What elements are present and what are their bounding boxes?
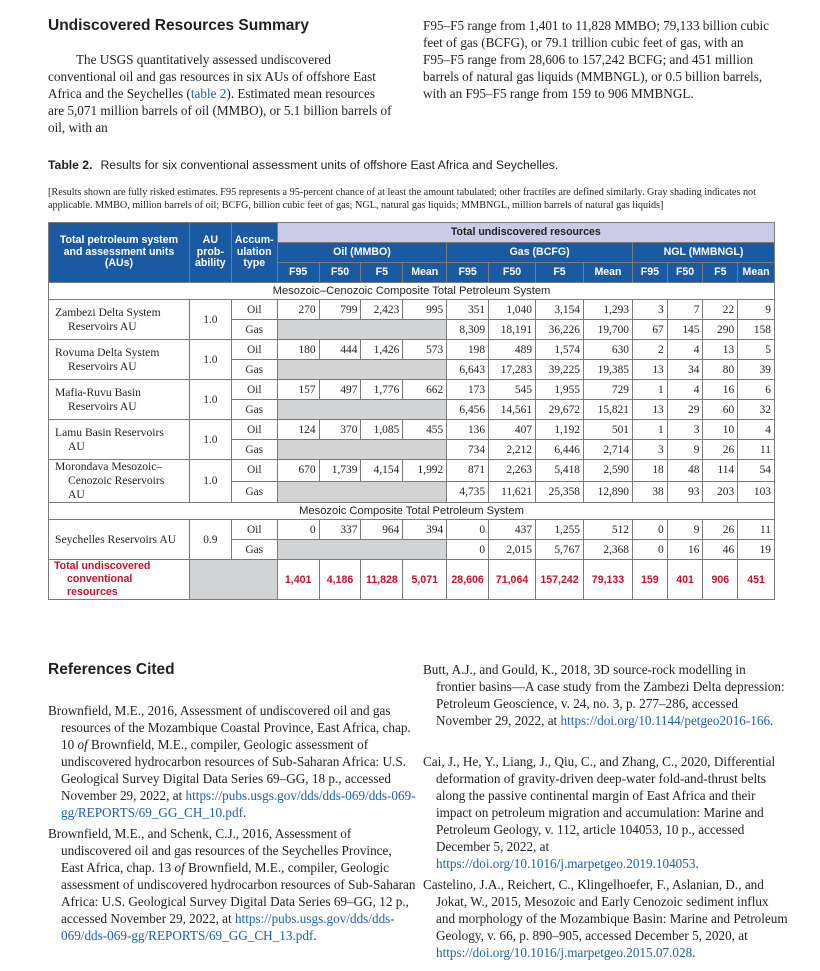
accumulation-type: Gas bbox=[231, 481, 277, 503]
au-name bbox=[49, 300, 190, 340]
total-row bbox=[49, 560, 775, 600]
not-applicable-cell bbox=[277, 440, 446, 460]
gas-value: 2,212 bbox=[489, 440, 536, 460]
ngl-value: 9 bbox=[667, 440, 703, 460]
accumulation-type: Gas bbox=[231, 440, 277, 460]
gas-value: 6,446 bbox=[536, 440, 584, 460]
results-table bbox=[48, 222, 775, 600]
gas-value: 4,735 bbox=[447, 481, 489, 503]
ngl-value: 3 bbox=[667, 420, 703, 440]
table-note: [Results shown are fully risked estimates. F95 represents a 95-percent chance of at least the amount tabulated; other fractiles are defined similarly. Gray shading indicates not applicable. MMBO, million barrels of oil; BCFG, billion cubic feet of gas; NGL, natural gas liquids; MMBNGL, million barrels of natural gas liquids] bbox=[48, 187, 756, 211]
ngl-value: 4 bbox=[667, 380, 703, 400]
header-f5: F5 bbox=[703, 263, 738, 283]
gas-value: 14,561 bbox=[489, 400, 536, 420]
ngl-value: 158 bbox=[738, 320, 775, 340]
ngl-value: 13 bbox=[633, 400, 668, 420]
header-total-resources: Total undiscovered resources bbox=[277, 223, 774, 243]
ngl-value: 11 bbox=[738, 520, 775, 540]
tps-name: Mesozoic–Cenozoic Composite Total Petroleum System bbox=[49, 283, 775, 300]
ngl-value: 80 bbox=[703, 360, 738, 380]
oil-value: 995 bbox=[403, 300, 447, 320]
reference-text: . bbox=[313, 928, 317, 943]
accumulation-type: Oil bbox=[231, 520, 277, 540]
gas-value: 198 bbox=[447, 340, 489, 360]
oil-value: 124 bbox=[277, 420, 319, 440]
header-mean: Mean bbox=[738, 263, 775, 283]
au-name bbox=[49, 340, 190, 380]
gas-value: 25,358 bbox=[536, 481, 584, 503]
ngl-value: 6 bbox=[738, 380, 775, 400]
ngl-value: 0 bbox=[633, 520, 668, 540]
reference-text: . bbox=[243, 805, 247, 820]
oil-value: 573 bbox=[403, 340, 447, 360]
gas-value: 17,283 bbox=[489, 360, 536, 380]
ngl-value: 16 bbox=[667, 540, 703, 560]
au-name bbox=[49, 520, 190, 560]
ngl-value: 0 bbox=[633, 540, 668, 560]
header-f95: F95 bbox=[633, 263, 668, 283]
not-applicable-cell bbox=[277, 540, 446, 560]
not-applicable-cell bbox=[189, 560, 277, 600]
accumulation-type: Gas bbox=[231, 400, 277, 420]
summary-heading: Undiscovered Resources Summary bbox=[48, 17, 310, 34]
ngl-value: 9 bbox=[738, 300, 775, 320]
not-applicable-cell bbox=[277, 400, 446, 420]
gas-value: 1,574 bbox=[536, 340, 584, 360]
table-2-link[interactable]: table 2 bbox=[190, 86, 227, 101]
oil-value: 1,992 bbox=[403, 460, 447, 482]
accumulation-type: Gas bbox=[231, 540, 277, 560]
header-mean: Mean bbox=[403, 263, 447, 283]
au-probability: 1.0 bbox=[189, 420, 231, 460]
gas-value: 173 bbox=[447, 380, 489, 400]
ngl-value: 10 bbox=[703, 420, 738, 440]
header-oil: Oil (MMBO) bbox=[277, 243, 446, 263]
total-label-line: Total undiscovered bbox=[54, 560, 151, 572]
accumulation-type: Oil bbox=[231, 420, 277, 440]
ngl-value: 13 bbox=[633, 360, 668, 380]
tps-row bbox=[49, 283, 775, 300]
not-applicable-cell bbox=[277, 320, 446, 340]
gas-value: 0 bbox=[447, 520, 489, 540]
header-accumulation-type: Accum-ulation type bbox=[231, 223, 277, 283]
header-f50: F50 bbox=[319, 263, 361, 283]
ngl-value: 11 bbox=[738, 440, 775, 460]
oil-value: 0 bbox=[277, 520, 319, 540]
reference-item bbox=[423, 753, 788, 872]
oil-value: 444 bbox=[319, 340, 361, 360]
gas-value: 29,672 bbox=[536, 400, 584, 420]
gas-value: 734 bbox=[447, 440, 489, 460]
reference-link[interactable]: https://doi.org/10.1016/j.marpetgeo.2019.104053 bbox=[436, 856, 696, 871]
gas-value: 1,040 bbox=[489, 300, 536, 320]
au-probability: 1.0 bbox=[189, 380, 231, 420]
gas-value: 15,821 bbox=[584, 400, 633, 420]
oil-value: 394 bbox=[403, 520, 447, 540]
oil-value: 4,154 bbox=[361, 460, 403, 482]
ngl-value: 2 bbox=[633, 340, 668, 360]
reference-link[interactable]: https://doi.org/10.1016/j.marpetgeo.2015.07.028 bbox=[436, 945, 693, 960]
gas-value: 2,714 bbox=[584, 440, 633, 460]
total-value: 157,242 bbox=[536, 560, 584, 600]
au-name-line: AU bbox=[68, 488, 85, 501]
gas-value: 2,590 bbox=[584, 460, 633, 482]
reference-text: Brownfield, M.E., compiler, Geologic assessment of undiscovered hydrocarbon resources of Sub-Saharan Africa: U.S. Geological Survey Digital Data Series 69–GG, 12 p., accessed November 29, 2022, at bbox=[61, 860, 416, 926]
gas-value: 136 bbox=[447, 420, 489, 440]
gas-value: 19,385 bbox=[584, 360, 633, 380]
table-row bbox=[49, 520, 775, 540]
reference-item bbox=[423, 876, 788, 961]
gas-value: 501 bbox=[584, 420, 633, 440]
table-row bbox=[49, 300, 775, 320]
ngl-value: 54 bbox=[738, 460, 775, 482]
oil-value: 497 bbox=[319, 380, 361, 400]
au-probability: 1.0 bbox=[189, 300, 231, 340]
ngl-value: 4 bbox=[738, 420, 775, 440]
reference-text: Castelino, J.A., Reichert, C., Klingelhoefer, F., Aslanian, D., and Jokat, W., 2015, Mesozoic and Early Cenozoic sediment influx and morphology of the Mozambique Basin: Marine and Petroleum Geology, v. 66, p. 890–905, accessed December 5, 2020, at bbox=[423, 877, 788, 943]
gas-value: 8,309 bbox=[447, 320, 489, 340]
reference-italic: of bbox=[174, 860, 185, 875]
reference-text: Brownfield, M.E., compiler, Geologic assessment of undiscovered hydrocarbon resources of Sub-Saharan Africa: U.S. Geological Survey Digital Data Series 69–GG, 18 p., accessed November 29, 2022, at bbox=[61, 737, 406, 803]
accumulation-type: Gas bbox=[231, 360, 277, 380]
au-probability: 0.9 bbox=[189, 520, 231, 560]
gas-value: 5,418 bbox=[536, 460, 584, 482]
reference-italic: of bbox=[77, 737, 88, 752]
reference-text: . bbox=[695, 856, 699, 871]
summary-text: The USGS quantitatively assessed undiscovered conventional oil and gas resources in six AUs of offshore East Africa and the Seychelles ( bbox=[48, 52, 376, 101]
total-label bbox=[49, 560, 190, 600]
oil-value: 964 bbox=[361, 520, 403, 540]
ngl-value: 3 bbox=[633, 300, 668, 320]
gas-value: 871 bbox=[447, 460, 489, 482]
ngl-value: 1 bbox=[633, 380, 668, 400]
gas-value: 11,621 bbox=[489, 481, 536, 503]
au-name-line: Reservoirs AU bbox=[68, 399, 137, 413]
gas-value: 3,154 bbox=[536, 300, 584, 320]
gas-value: 18,191 bbox=[489, 320, 536, 340]
ngl-value: 22 bbox=[703, 300, 738, 320]
summary-text: ). Estimated mean resources are 5,071 million barrels of oil (MMBO), or 5.1 billion barrels of oil, with an bbox=[48, 86, 392, 135]
au-probability: 1.0 bbox=[189, 340, 231, 380]
au-name-line: Reservoirs AU bbox=[68, 319, 137, 333]
au-name-line: Lamu Basin Reservoirs bbox=[55, 425, 164, 439]
gas-value: 36,226 bbox=[536, 320, 584, 340]
au-name-line: Morondava Mesozoic– bbox=[55, 460, 163, 473]
gas-value: 1,293 bbox=[584, 300, 633, 320]
ngl-value: 34 bbox=[667, 360, 703, 380]
header-f95: F95 bbox=[447, 263, 489, 283]
gas-value: 630 bbox=[584, 340, 633, 360]
ngl-value: 29 bbox=[667, 400, 703, 420]
ngl-value: 290 bbox=[703, 320, 738, 340]
ngl-value: 114 bbox=[703, 460, 738, 482]
gas-value: 489 bbox=[489, 340, 536, 360]
total-value: 79,133 bbox=[584, 560, 633, 600]
not-applicable-cell bbox=[277, 360, 446, 380]
gas-value: 6,456 bbox=[447, 400, 489, 420]
au-name-line: Rovuma Delta System bbox=[55, 345, 160, 359]
gas-value: 545 bbox=[489, 380, 536, 400]
reference-text: Brownfield, M.E., and Schenk, C.J., 2016, Assessment of undiscovered oil and gas resources of the Seychelles Province, East Africa, chap. 13 bbox=[48, 826, 392, 875]
au-probability: 1.0 bbox=[189, 460, 231, 503]
gas-value: 1,955 bbox=[536, 380, 584, 400]
au-name-line: Cenozoic Reservoirs bbox=[68, 474, 165, 487]
accumulation-type: Oil bbox=[231, 460, 277, 482]
accumulation-type: Oil bbox=[231, 380, 277, 400]
au-name-line: Mafia-Ruvu Basin bbox=[55, 385, 141, 399]
au-name bbox=[49, 420, 190, 460]
oil-value: 337 bbox=[319, 520, 361, 540]
tps-name: Mesozoic Composite Total Petroleum System bbox=[49, 503, 775, 520]
ngl-value: 103 bbox=[738, 481, 775, 503]
gas-value: 407 bbox=[489, 420, 536, 440]
au-name-line: Reservoirs AU bbox=[68, 359, 137, 373]
au-name-line: Zambezi Delta System bbox=[55, 305, 161, 319]
ngl-value: 7 bbox=[667, 300, 703, 320]
ngl-value: 203 bbox=[703, 481, 738, 503]
summary-paragraph-left bbox=[48, 51, 393, 136]
oil-value: 180 bbox=[277, 340, 319, 360]
ngl-value: 3 bbox=[633, 440, 668, 460]
reference-text: . bbox=[770, 713, 774, 728]
ngl-value: 48 bbox=[667, 460, 703, 482]
ngl-value: 67 bbox=[633, 320, 668, 340]
reference-link[interactable]: https://doi.org/10.1144/petgeo2016-166 bbox=[560, 713, 771, 728]
accumulation-type: Gas bbox=[231, 320, 277, 340]
table-label: Table 2. bbox=[48, 158, 93, 172]
total-value: 451 bbox=[738, 560, 775, 600]
total-value: 401 bbox=[667, 560, 703, 600]
reference-item bbox=[423, 661, 788, 729]
total-value: 71,064 bbox=[489, 560, 536, 600]
gas-value: 729 bbox=[584, 380, 633, 400]
oil-value: 1,739 bbox=[319, 460, 361, 482]
table-row bbox=[49, 420, 775, 440]
gas-value: 437 bbox=[489, 520, 536, 540]
ngl-value: 46 bbox=[703, 540, 738, 560]
oil-value: 670 bbox=[277, 460, 319, 482]
ngl-value: 19 bbox=[738, 540, 775, 560]
header-ngl: NGL (MMBNGL) bbox=[633, 243, 775, 263]
references-heading: References Cited bbox=[48, 661, 175, 678]
total-value: 28,606 bbox=[447, 560, 489, 600]
total-value: 11,828 bbox=[361, 560, 403, 600]
table-row bbox=[49, 380, 775, 400]
oil-value: 370 bbox=[319, 420, 361, 440]
oil-value: 662 bbox=[403, 380, 447, 400]
au-name bbox=[49, 460, 190, 503]
gas-value: 2,263 bbox=[489, 460, 536, 482]
header-f5: F5 bbox=[361, 263, 403, 283]
ngl-value: 1 bbox=[633, 420, 668, 440]
total-value: 159 bbox=[633, 560, 668, 600]
oil-value: 157 bbox=[277, 380, 319, 400]
header-gas: Gas (BCFG) bbox=[447, 243, 633, 263]
oil-value: 799 bbox=[319, 300, 361, 320]
header-f95: F95 bbox=[277, 263, 319, 283]
gas-value: 351 bbox=[447, 300, 489, 320]
header-au-probability: AU prob-ability bbox=[189, 223, 231, 283]
reference-text: Brownfield, M.E., 2016, Assessment of undiscovered oil and gas resources of the Mozambique Coastal Province, East Africa, chap. 10 bbox=[48, 703, 411, 752]
oil-value: 1,776 bbox=[361, 380, 403, 400]
gas-value: 5,767 bbox=[536, 540, 584, 560]
table-row bbox=[49, 460, 775, 482]
accumulation-type: Oil bbox=[231, 340, 277, 360]
ngl-value: 60 bbox=[703, 400, 738, 420]
header-mean: Mean bbox=[584, 263, 633, 283]
header-system: Total petroleum system and assessment units (AUs) bbox=[49, 223, 190, 283]
gas-value: 6,643 bbox=[447, 360, 489, 380]
gas-value: 12,890 bbox=[584, 481, 633, 503]
ngl-value: 32 bbox=[738, 400, 775, 420]
reference-text: Butt, A.J., and Gould, K., 2018, 3D source-rock modelling in frontier basins—A case study from the Zambezi Delta depression: Petroleum Geoscience, v. 24, no. 3, p. 277–286, accessed November 29, 2022, at bbox=[423, 662, 785, 728]
ngl-value: 26 bbox=[703, 440, 738, 460]
total-value: 1,401 bbox=[277, 560, 319, 600]
ngl-value: 13 bbox=[703, 340, 738, 360]
reference-text: Cai, J., He, Y., Liang, J., Qiu, C., and Zhang, C., 2020, Differential deformation of gravity-driven deep-water fold-and-thrust belts along the passive continental margin of East Africa and their impact on petroleum migration and accumulation: Marine and Petroleum Geology, v. 112, article 104053, 10 p., accessed December 5, 2022, at bbox=[423, 754, 776, 854]
gas-value: 2,368 bbox=[584, 540, 633, 560]
ngl-value: 9 bbox=[667, 520, 703, 540]
oil-value: 270 bbox=[277, 300, 319, 320]
gas-value: 0 bbox=[447, 540, 489, 560]
ngl-value: 145 bbox=[667, 320, 703, 340]
oil-value: 1,085 bbox=[361, 420, 403, 440]
reference-link[interactable]: https://pubs.usgs.gov/dds/dds-069/dds-069-gg/REPORTS/69_GG_CH_13.pdf bbox=[61, 911, 395, 943]
header-f50: F50 bbox=[489, 263, 536, 283]
total-value: 4,186 bbox=[319, 560, 361, 600]
ngl-value: 26 bbox=[703, 520, 738, 540]
gas-value: 1,192 bbox=[536, 420, 584, 440]
reference-item bbox=[48, 702, 416, 821]
total-value: 5,071 bbox=[403, 560, 447, 600]
summary-paragraph-right: F95–F5 range from 1,401 to 11,828 MMBO; 79,133 billion cubic feet of gas (BCFG), or 79.1 trillion cubic feet of gas, with an F95–F5 range from 28,606 to 157,242 BCFG; and 451 million barrels of natural gas liquids (MMBNGL), or 0.5 billion barrels, with an F95–F5 range from 159 to 906 MMBNGL. bbox=[423, 18, 770, 101]
gas-value: 19,700 bbox=[584, 320, 633, 340]
oil-value: 1,426 bbox=[361, 340, 403, 360]
accumulation-type: Oil bbox=[231, 300, 277, 320]
ngl-value: 93 bbox=[667, 481, 703, 503]
header-f50: F50 bbox=[667, 263, 703, 283]
ngl-value: 39 bbox=[738, 360, 775, 380]
au-name bbox=[49, 380, 190, 420]
ngl-value: 4 bbox=[667, 340, 703, 360]
reference-text: . bbox=[692, 945, 696, 960]
au-name-line: Seychelles Reservoirs AU bbox=[55, 532, 177, 546]
reference-item bbox=[48, 825, 416, 944]
table-title: Results for six conventional assessment units of offshore East Africa and Seychelles. bbox=[100, 158, 559, 172]
total-label-line: conventional resources bbox=[67, 573, 133, 598]
ngl-value: 5 bbox=[738, 340, 775, 360]
oil-value: 2,423 bbox=[361, 300, 403, 320]
au-name-line: AU bbox=[68, 439, 85, 453]
gas-value: 512 bbox=[584, 520, 633, 540]
table-row bbox=[49, 340, 775, 360]
tps-row bbox=[49, 503, 775, 520]
ngl-value: 18 bbox=[633, 460, 668, 482]
gas-value: 39,225 bbox=[536, 360, 584, 380]
gas-value: 2,015 bbox=[489, 540, 536, 560]
total-value: 906 bbox=[703, 560, 738, 600]
gas-value: 1,255 bbox=[536, 520, 584, 540]
oil-value: 455 bbox=[403, 420, 447, 440]
header-f5: F5 bbox=[536, 263, 584, 283]
reference-link[interactable]: https://pubs.usgs.gov/dds/dds-069/dds-069-gg/REPORTS/69_GG_CH_10.pdf bbox=[61, 788, 416, 820]
table-caption bbox=[48, 158, 558, 172]
ngl-value: 38 bbox=[633, 481, 668, 503]
not-applicable-cell bbox=[277, 481, 446, 503]
ngl-value: 16 bbox=[703, 380, 738, 400]
